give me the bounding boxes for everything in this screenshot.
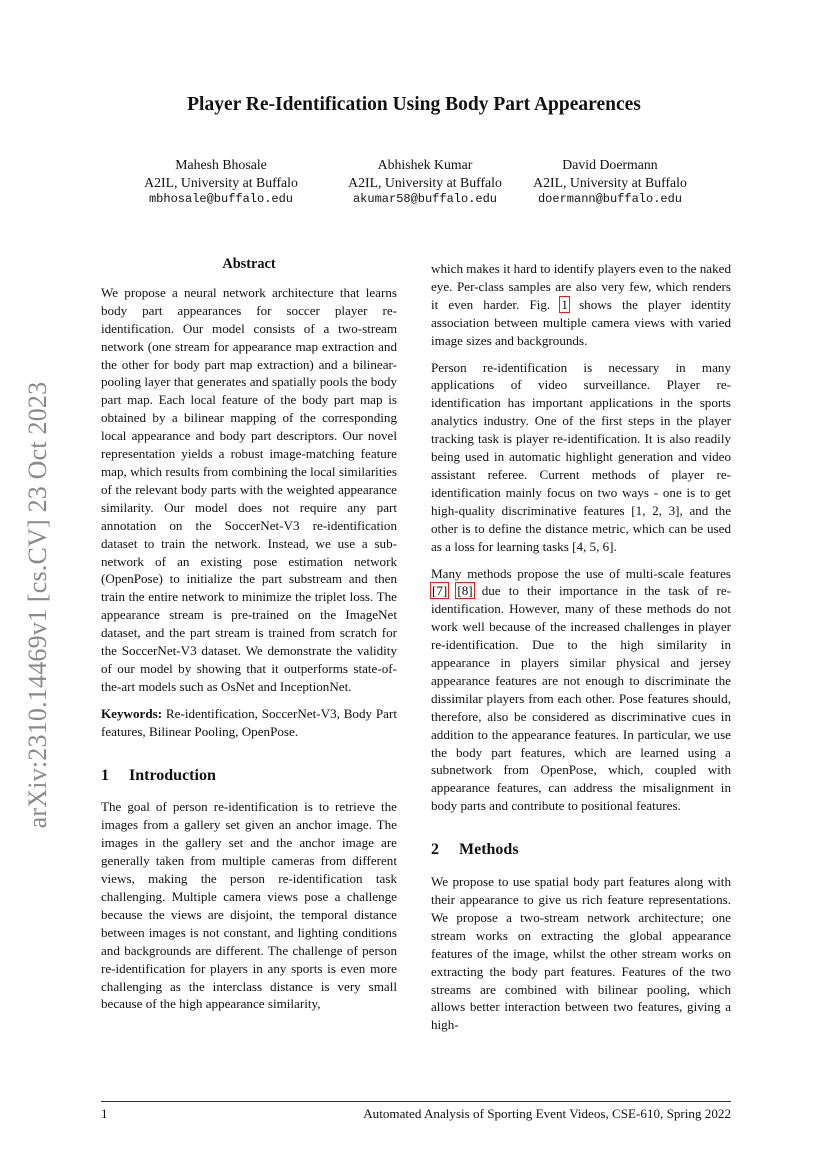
author-2 [336, 156, 514, 209]
figure-ref-link[interactable]: 1 [561, 296, 568, 312]
author-email[interactable]: akumar58@buffalo.edu [352, 192, 498, 206]
keywords-text: Re-identification, SoccerNet-V3, Body Part features, Bilinear Pooling, OpenPose. [101, 705, 397, 739]
section-number: 1 [101, 766, 109, 784]
author-3 [524, 156, 696, 209]
section-heading-introduction [101, 767, 397, 785]
citation-link-8[interactable]: [8] [457, 583, 473, 599]
author-name: Abhishek Kumar [377, 157, 473, 172]
abstract-heading: Abstract [222, 256, 276, 272]
text-run: due to their importance in the task of re-identification. However, many of these methods do not work well because of the increased challenges in player re-identification. Due to the high similarity in appearance in players similar physical and jersey appearance features are not enough to discriminate the dissimilar players from each other. Pose features should, therefore, also be considered as discriminative cues in addition to the appearance features. In particular, we use the body part features, which are learned using a subnetwork from OpenPose, which, coupled with appearance features, can address the misalignment in body parts and contribute to positional features. [431, 583, 731, 814]
text-run: which makes it hard to identify players even to the naked eye. Per-class samples are also very few, which renders it even harder. Fig. [431, 261, 731, 312]
intro-continued-paragraph [431, 260, 731, 350]
page-footer [101, 1106, 731, 1122]
citation-link-7[interactable]: [7] [432, 583, 448, 599]
introduction-paragraph: The goal of person re-identification is to retrieve the images from a gallery set given an anchor image. The images in the gallery set and the anchor image are generally taken from multiple cameras from different views, making the person re-identification task challenging. Multiple camera views pose a challenge because the views are disjoint, the temporal distance between images is not constant, and lighting conditions and backgrounds are different. The challenge of person re-identification for players in any sports is even more challenging as the interclass distance is very small because of the high appearance similarity, [101, 799, 397, 1012]
left-column [101, 256, 397, 1022]
section-heading-methods [431, 841, 731, 859]
abstract-text: We propose a neural network architecture that learns body part appearances for soccer player re-identification. Our model consists of a two-stream network (one stream for appearance map extraction and the other for body part map extraction) and a bilinear-pooling layer that generates and spatially pools the body part map. Each local feature of the body part map is obtained by a bilinear mapping of the corresponding local appearance and body part descriptors. Our novel representation yields a robust image-matching feature map, which results from combining the local similarities of the relevant body parts with the weighted appearance similarity. Our model does not require any part annotation on the SoccerNet-V3 re-identification dataset to train the network. Instead, we use a sub-network of an existing pose estimation network (OpenPose) to initialize the part substream and then train the entire network to minimize the triplet loss. The appearance stream is pre-trained on the ImageNet dataset, and the part stream is trained from scratch for the SoccerNet-V3 dataset. We demonstrate the validity of our model by showing that it outperforms state-of-the-art models such as OsNet and InceptionNet. [101, 284, 398, 694]
reid-applications-paragraph: Person re-identification is necessary in many applications of video surveillance. Player re-identification has important applications in the sports analytics industry. One of the first steps in the player tracking task is player re-identification. It is also readily being used in automatic highlight generation and video assistant referee. Current methods of player re-identification mainly focus on two ways - one is to get high-quality discriminative features [1, 2, 3], and the other is to define the distance metric, which can be used as a loss for learning tasks [4, 5, 6]. [431, 359, 731, 554]
arxiv-stamp [8, 365, 68, 845]
text-run: shows the player identity association between multiple camera views with varied image sizes and backgrounds. [431, 296, 731, 348]
paper-title: Player Re-Identification Using Body Part Appearences [187, 94, 641, 115]
author-1 [135, 156, 307, 209]
author-affiliation: A2IL, University at Buffalo [533, 174, 687, 190]
keywords-label: Keywords: [101, 705, 163, 721]
right-column [431, 260, 731, 1043]
page-number: 1 [101, 1106, 108, 1121]
author-affiliation: A2IL, University at Buffalo [144, 174, 298, 190]
keywords [101, 705, 397, 741]
author-email[interactable]: doermann@buffalo.edu [537, 192, 683, 206]
arxiv-identifier: arXiv:2310.14469v1 [cs.CV] 23 Oct 2023 [23, 381, 52, 829]
footer-venue: Automated Analysis of Sporting Event Videos, CSE-610, Spring 2022 [363, 1106, 731, 1121]
section-title: Methods [459, 841, 519, 859]
footer-divider [101, 1101, 731, 1102]
section-number: 2 [431, 841, 439, 859]
methods-paragraph: We propose to use spatial body part features along with their appearance to give us rich feature representations. We propose a two-stream network architecture; one stream works on extracting the global appearance features of the image, whilst the other stream works on extracting the body part features. Features of the two streams are combined with bilinear pooling, which allows better interaction between two features, giving a high- [431, 874, 731, 1033]
multiscale-paragraph [431, 565, 731, 816]
text-run: Many methods propose the use of multi-scale features [431, 565, 731, 581]
section-title: Introduction [129, 766, 216, 784]
author-name: Mahesh Bhosale [175, 157, 267, 172]
author-name: David Doermann [562, 157, 658, 172]
author-email[interactable]: mbhosale@buffalo.edu [148, 192, 294, 206]
author-affiliation: A2IL, University at Buffalo [348, 174, 502, 190]
author-block [0, 156, 828, 212]
